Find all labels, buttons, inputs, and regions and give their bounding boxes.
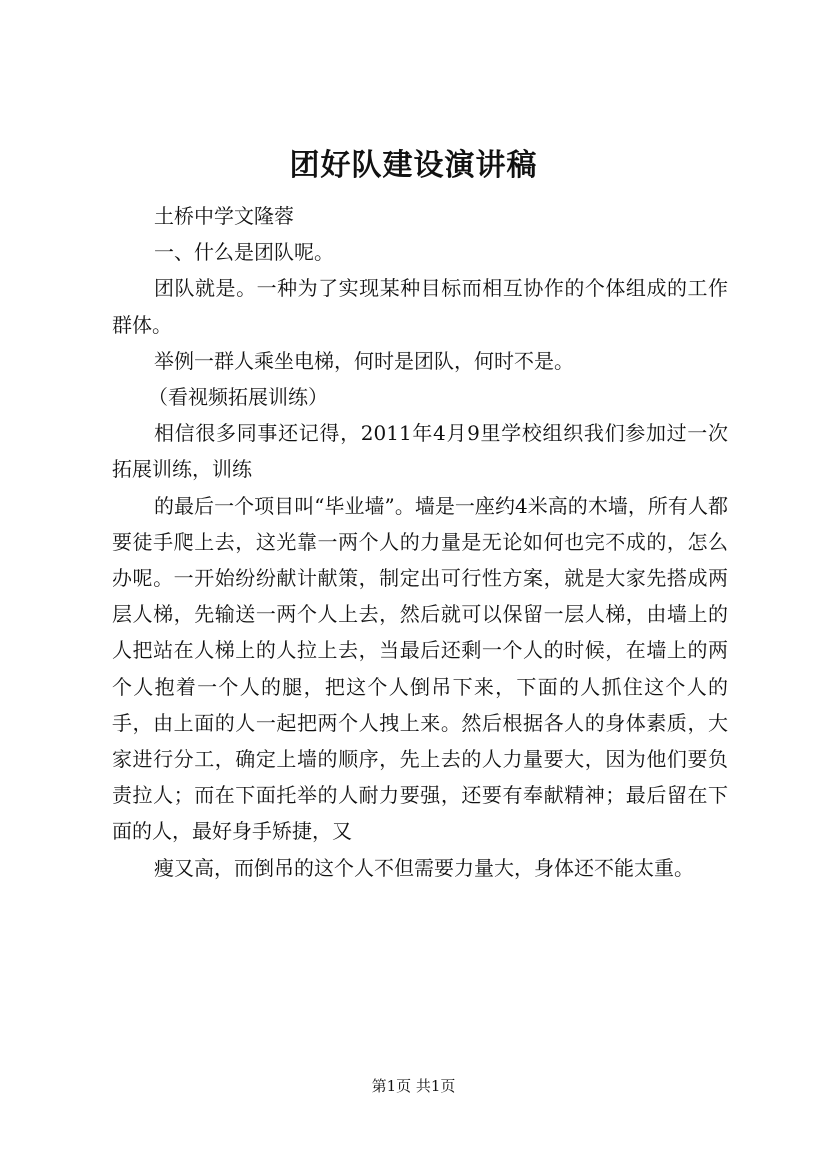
paragraph: 相信很多同事还记得，2011年4月9里学校组织我们参加过一次拓展训练，训练 <box>112 421 728 482</box>
document-title: 团好队建设演讲稿 <box>289 148 538 183</box>
paragraph: 举例一群人乘坐电梯，何时是团队，何时不是。 <box>154 348 574 373</box>
document-body <box>112 198 728 886</box>
paragraph: 瘦又高，而倒吊的这个人不但需要力量大，身体还不能太重。 <box>154 855 694 880</box>
paragraph: 的最后一个项目叫“毕业墙”。墙是一座约4米高的木墙，所有人都要徒手爬上去，这光靠一两个人的力量是无论如何也完不成的，怎么办呢。一开始纷纷献计献策，制定出可行性方案，就是大家先搭成两层人梯，先输送一两个人上去，然后就可以保留一层人梯，由墙上的人把站在人梯上的人拉上去，当最后还剩一个人的时候，在墙上的两个人抱着一个人的腿，把这个人倒吊下来，下面的人抓住这个人的手，由上面的人一起把两个人拽上来。然后根据各人的身体素质，大家进行分工，确定上墙的顺序，先上去的人力量要大，因为他们要负责拉人；而在下面托举的人耐力要强，还要有奉献精神；最后留在下面的人，最好身手矫捷，又 <box>112 493 728 844</box>
page-footer: 第1页 共1页 <box>371 1077 456 1095</box>
author-line: 土桥中学文隆蓉 <box>154 204 294 228</box>
paragraph: 团队就是。一种为了实现某种目标而相互协作的个体组成的工作群体。 <box>112 276 728 337</box>
section-heading: 一、什么是团队呢。 <box>154 240 334 265</box>
paragraph: （看视频拓展训练） <box>148 385 328 410</box>
